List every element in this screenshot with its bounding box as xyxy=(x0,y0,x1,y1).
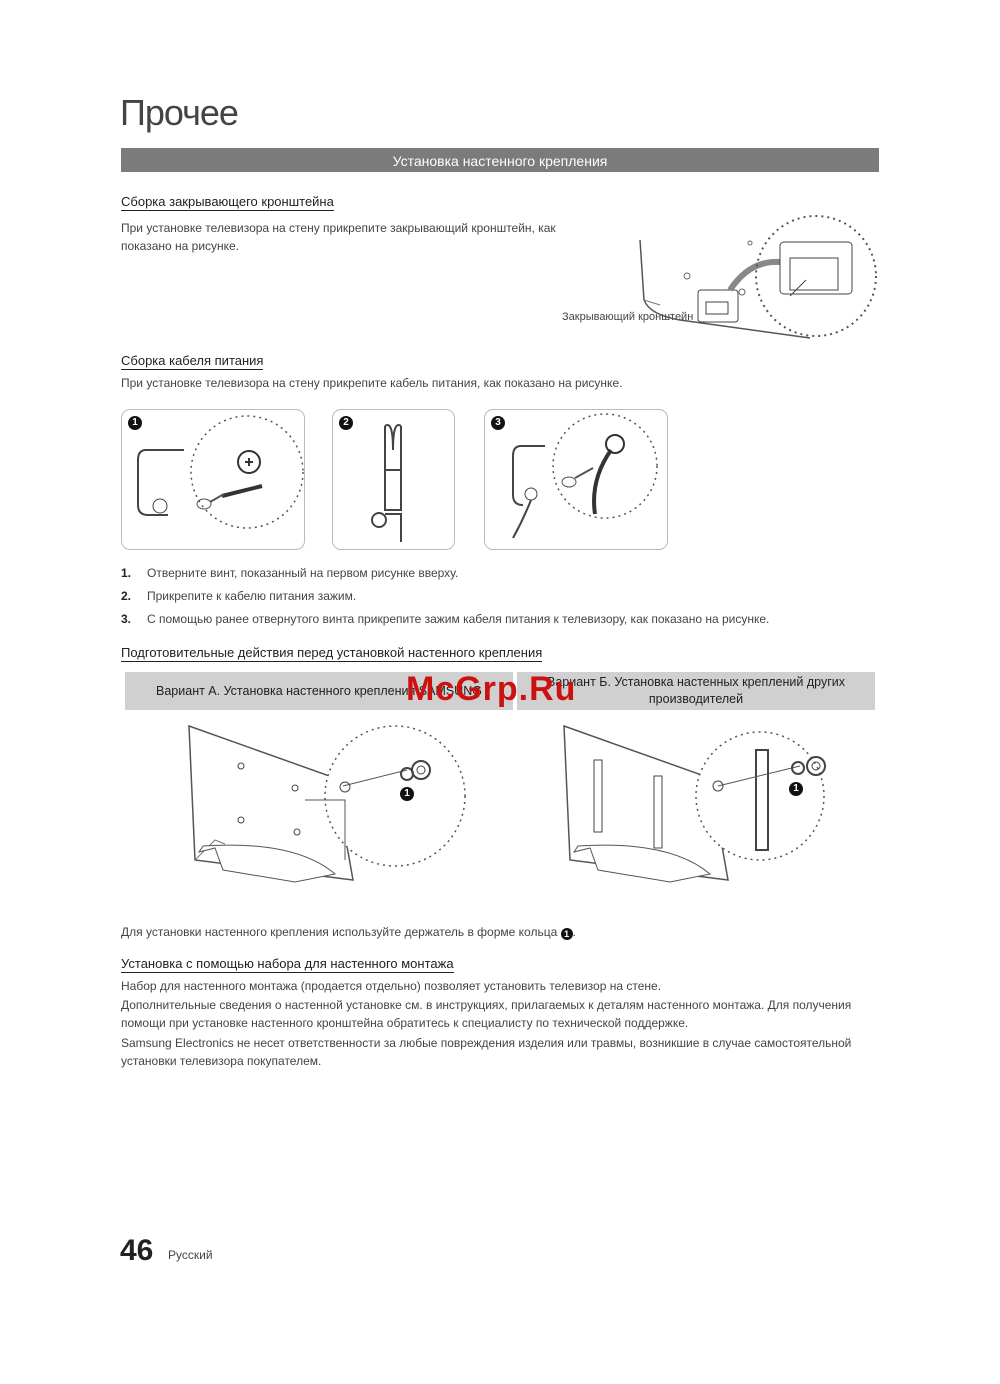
cable-figure-1 xyxy=(121,409,305,550)
kit-paragraph-2: Дополнительные сведения о настенной установке см. в инструкциях, прилагаемых к деталям настенного монтажа. Для получения помощи при установке настенного кронштейна обратитесь к специалисту по технической поддержке. xyxy=(121,998,852,1030)
ring-note-text: Для установки настенного крепления используйте держатель в форме кольца xyxy=(121,925,558,939)
step-3 xyxy=(121,612,769,626)
figure-number-3: 3 xyxy=(491,416,505,430)
section-bar: Установка настенного крепления xyxy=(121,148,879,172)
bracket-text: При установке телевизора на стену прикрепите закрывающий кронштейн, как показано на рисунке. xyxy=(121,221,556,253)
step-number: 1. xyxy=(121,566,132,580)
bracket-figure xyxy=(620,210,880,350)
step-text: Прикрепите к кабелю питания зажим. xyxy=(147,589,357,603)
screw-removal-illustration xyxy=(122,410,304,549)
variant-b-line2: производителей xyxy=(648,692,744,706)
cable-heading: Сборка кабеля питания xyxy=(121,353,264,368)
cable-figure-3 xyxy=(484,409,668,550)
variant-a-header: Вариант А. Установка настенного крепления SAMSUNG xyxy=(125,672,513,710)
cable-text: При установке телевизора на стену прикрепите кабель питания, как показано на рисунке. xyxy=(121,376,623,390)
watermark: McGrp.Ru xyxy=(406,670,577,708)
ring-note-end: . xyxy=(572,925,576,939)
figure-number-1: 1 xyxy=(128,416,142,430)
step-text: С помощью ранее отвернутого винта прикрепите зажим кабеля питания к телевизору, как показано на рисунке. xyxy=(147,612,770,626)
prep-heading: Подготовительные действия перед установкой настенного крепления xyxy=(121,645,543,660)
step-2 xyxy=(121,589,356,603)
bracket-figure-caption: Закрывающий кронштейн xyxy=(562,311,694,323)
variant-b-line1: Вариант Б. Установка настенных креплений других xyxy=(546,675,845,689)
kit-paragraph-3: Samsung Electronics не несет ответственности за любые повреждения изделия или травмы, возникшие в случае самостоятельной установки телевизора покупателем. xyxy=(121,1036,852,1068)
callout-a: 1 xyxy=(400,787,414,801)
kit-heading: Установка с помощью набора для настенного монтажа xyxy=(121,956,454,971)
chapter-title: Прочее xyxy=(120,92,238,133)
step-number: 2. xyxy=(121,589,132,603)
step-1 xyxy=(121,566,458,580)
step-text: Отверните винт, показанный на первом рисунке вверху. xyxy=(147,566,459,580)
step-number: 3. xyxy=(121,612,132,626)
page-language: Русский xyxy=(168,1248,213,1262)
figure-number-2: 2 xyxy=(339,416,353,430)
variant-a-figure xyxy=(185,720,445,900)
page-number: 46 xyxy=(120,1234,154,1267)
variant-b-figure xyxy=(560,720,840,900)
clamp-attach-illustration xyxy=(485,410,667,549)
callout-b: 1 xyxy=(789,782,803,796)
bracket-heading: Сборка закрывающего кронштейна xyxy=(121,194,334,209)
cable-figure-2 xyxy=(332,409,455,550)
kit-paragraph-1: Набор для настенного монтажа (продается отдельно) позволяет установить телевизор на стене. xyxy=(121,979,662,993)
clamp-illustration xyxy=(333,410,454,549)
ring-note xyxy=(121,923,576,941)
ring-note-number: 1 xyxy=(561,928,573,940)
